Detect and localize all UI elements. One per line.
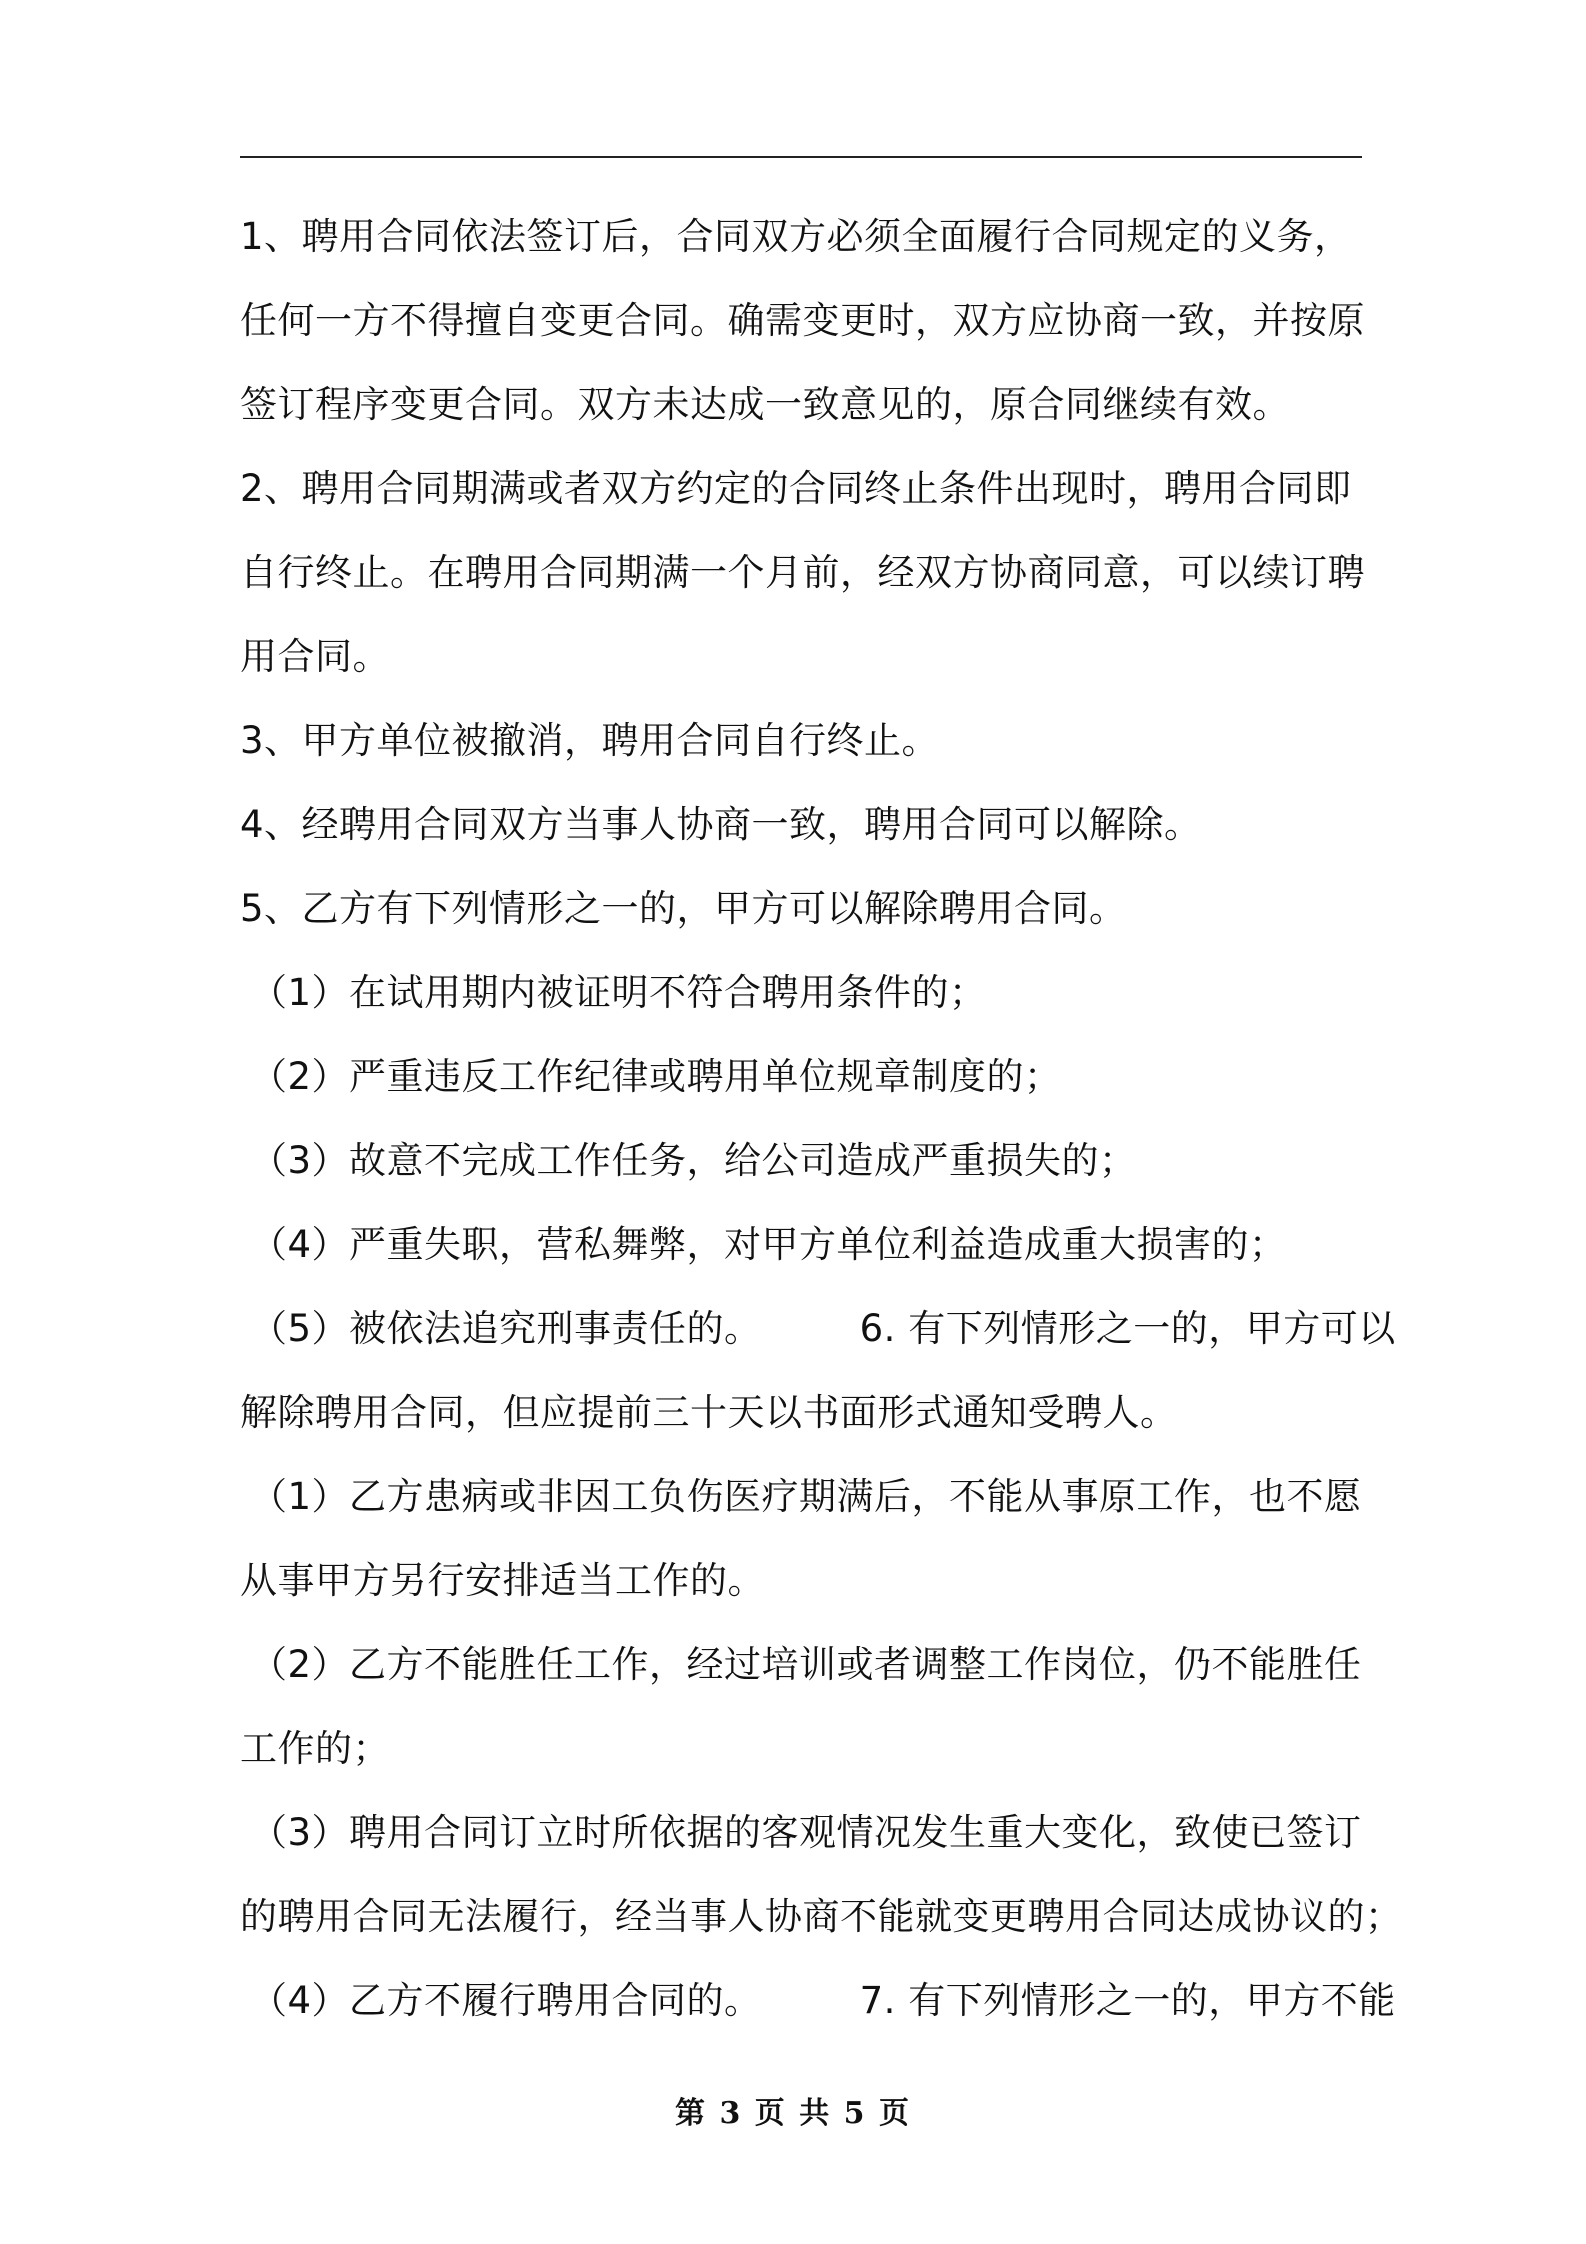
text-line: 2、聘用合同期满或者双方约定的合同终止条件出现时，聘用合同即 [240, 467, 1352, 510]
text-line: 用合同。 [240, 635, 390, 678]
header-rule [240, 156, 1362, 158]
text-line: 4、经聘用合同双方当事人协商一致，聘用合同可以解除。 [240, 803, 1202, 846]
text-line: 工作的； [240, 1727, 390, 1770]
text-line: 解除聘用合同，但应提前三十天以书面形式通知受聘人。 [240, 1391, 1178, 1434]
text-line: 3、甲方单位被撤消，聘用合同自行终止。 [240, 719, 940, 762]
text-line: 任何一方不得擅自变更合同。确需变更时，双方应协商一致，并按原 [240, 299, 1365, 342]
text-line: （1）乙方患病或非因工负伤医疗期满后，不能从事原工作，也不愿 [250, 1475, 1362, 1518]
page-footer: 第 3 页 共 5 页 [675, 2096, 911, 2131]
text-line: 1、聘用合同依法签订后，合同双方必须全面履行合同规定的义务， [240, 215, 1352, 258]
text-line: （5）被依法追究刑事责任的。 6. 有下列情形之一的，甲方可以 [250, 1307, 1396, 1350]
text-line: （1）在试用期内被证明不符合聘用条件的； [250, 971, 987, 1014]
text-line: （2）严重违反工作纪律或聘用单位规章制度的； [250, 1055, 1062, 1098]
text-line: （3）故意不完成工作任务，给公司造成严重损失的； [250, 1139, 1137, 1182]
text-line: 的聘用合同无法履行，经当事人协商不能就变更聘用合同达成协议的； [240, 1895, 1403, 1938]
text-line: （2）乙方不能胜任工作，经过培训或者调整工作岗位，仍不能胜任 [250, 1643, 1362, 1686]
text-line: （4）严重失职，营私舞弊，对甲方单位利益造成重大损害的； [250, 1223, 1287, 1266]
text-line: 5、乙方有下列情形之一的，甲方可以解除聘用合同。 [240, 887, 1127, 930]
text-line: 从事甲方另行安排适当工作的。 [240, 1559, 765, 1602]
text-line: 签订程序变更合同。双方未达成一致意见的，原合同继续有效。 [240, 383, 1290, 426]
document-body [240, 195, 1403, 2043]
text-line: （3）聘用合同订立时所依据的客观情况发生重大变化，致使已签订 [250, 1811, 1362, 1854]
text-line: （4）乙方不履行聘用合同的。 7. 有下列情形之一的，甲方不能 [250, 1979, 1396, 2022]
text-line: 自行终止。在聘用合同期满一个月前，经双方协商同意，可以续订聘 [240, 551, 1365, 594]
